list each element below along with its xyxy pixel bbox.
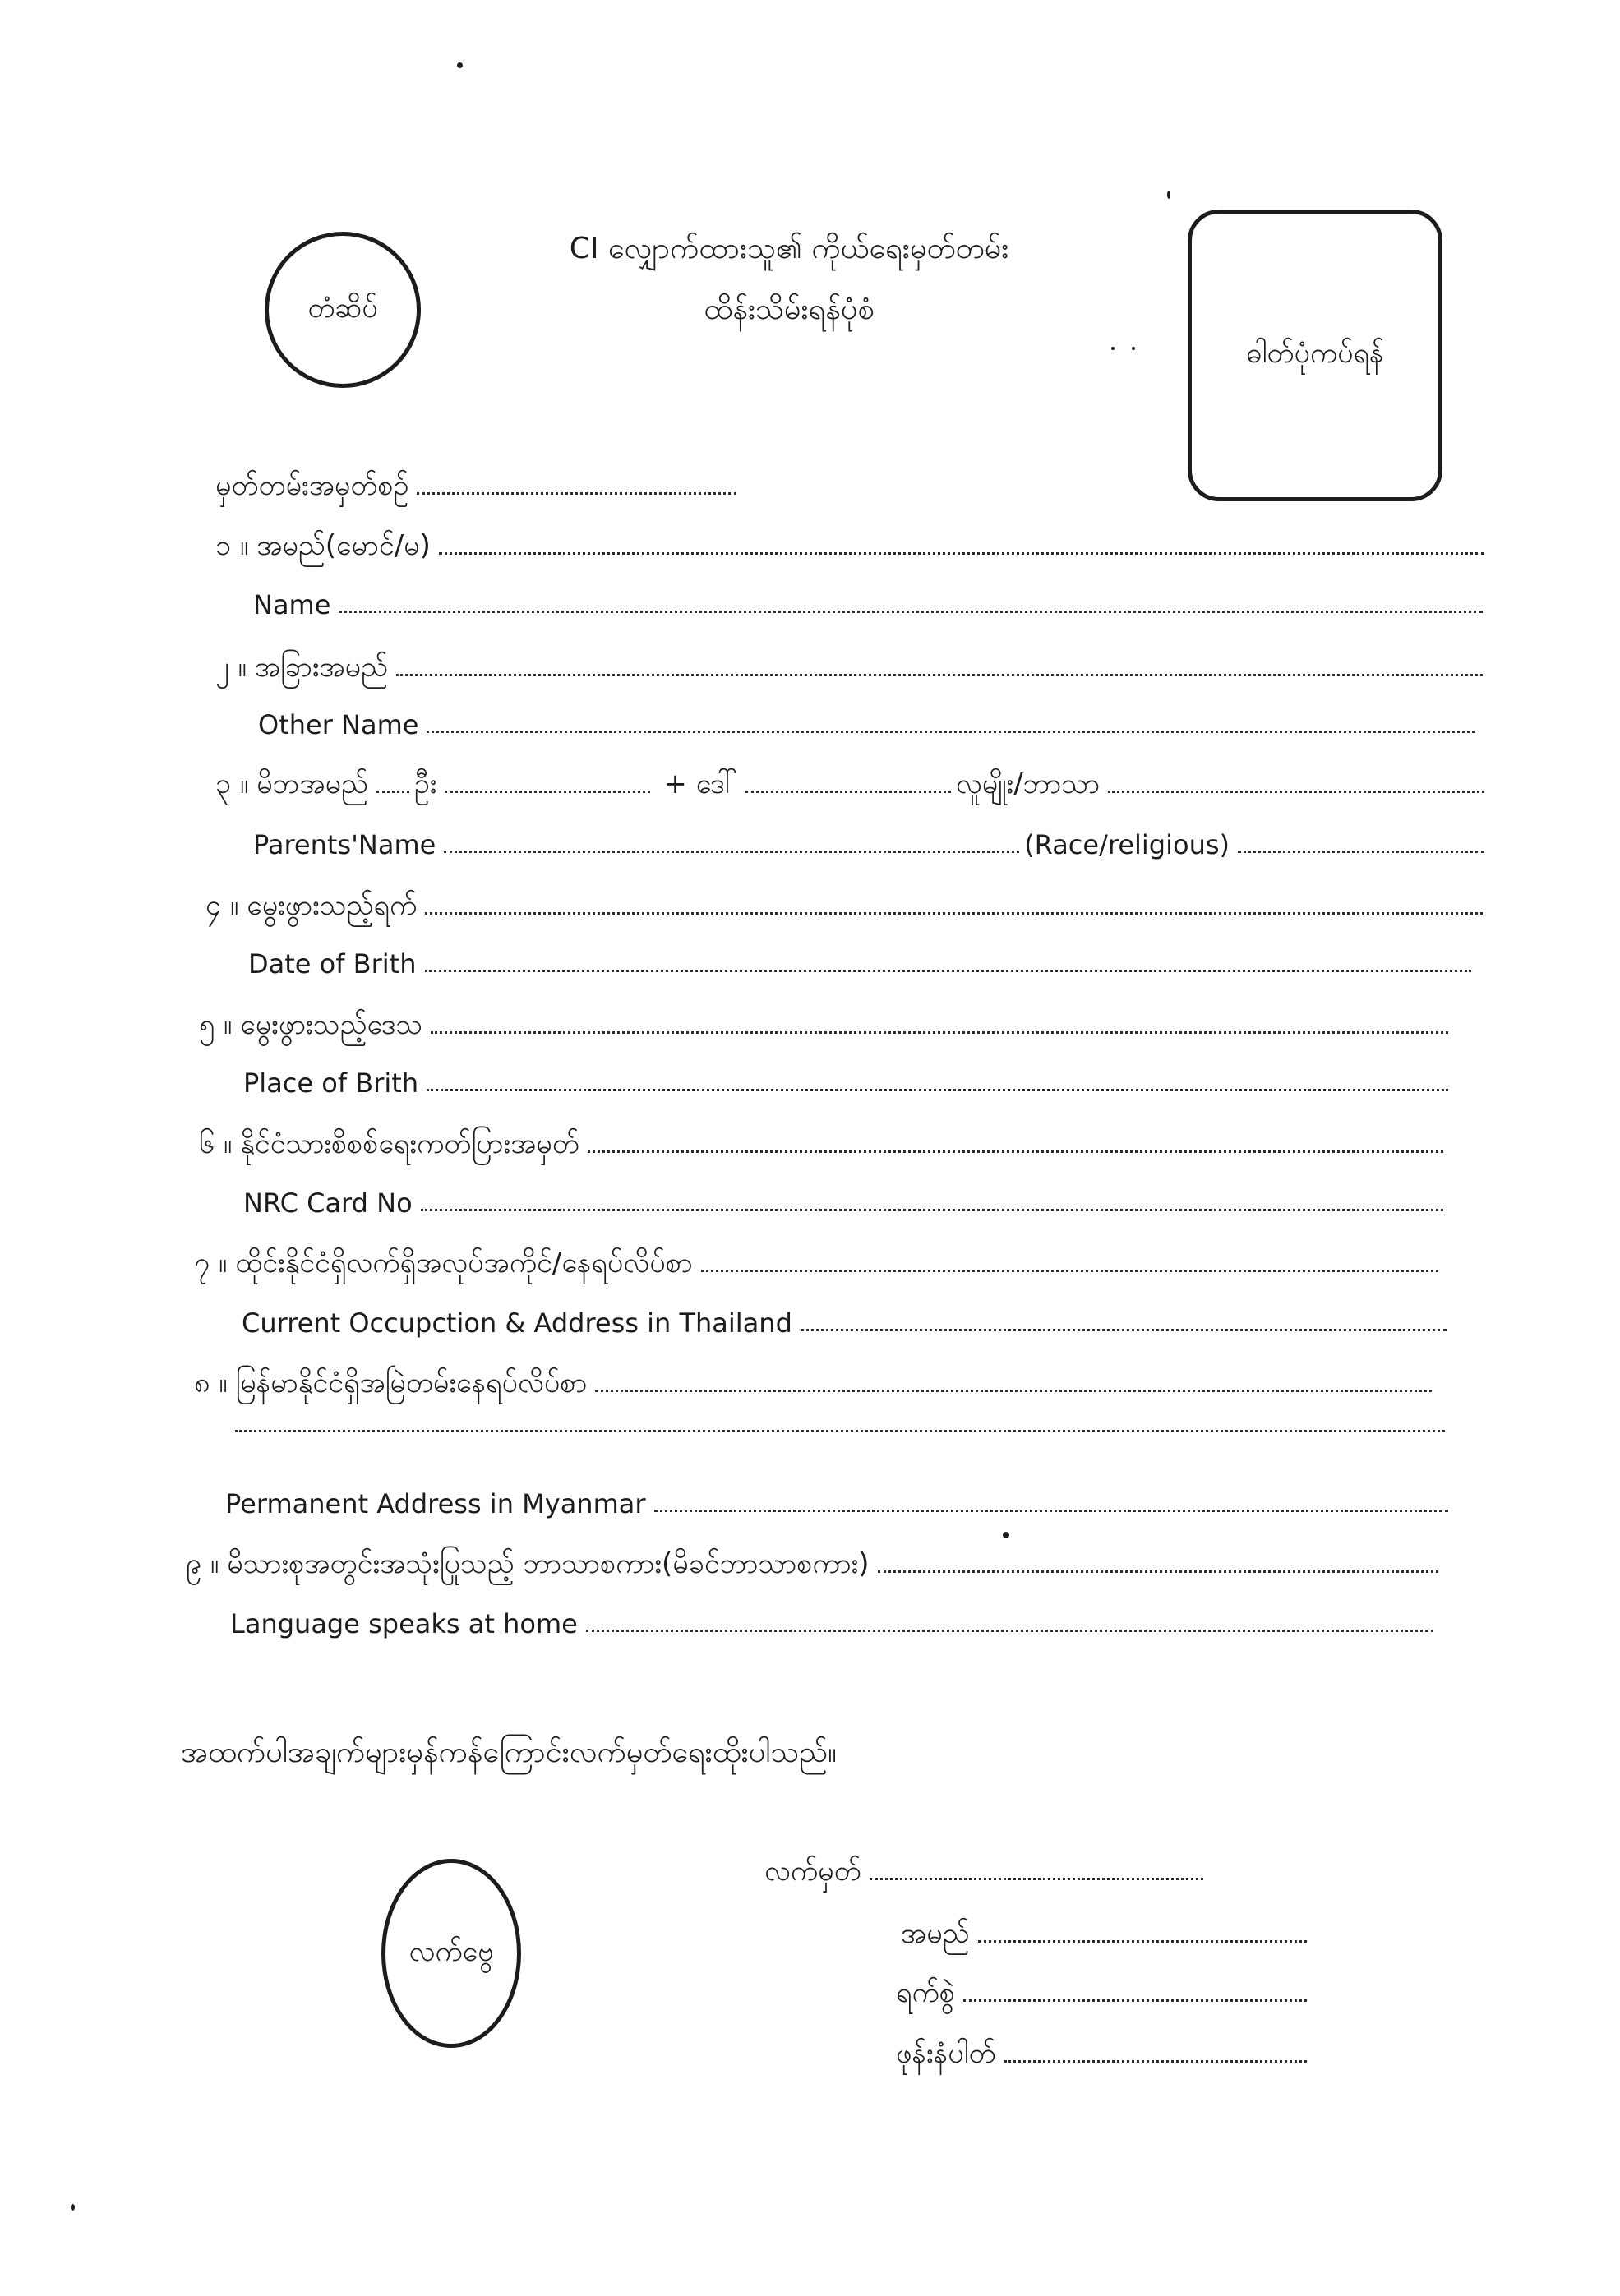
permanent-address-mm-field[interactable] [595, 1390, 1432, 1392]
field-6-number: ၆ ။ [199, 1127, 233, 1160]
phone-field[interactable] [1004, 2060, 1307, 2063]
field-3-en-row [253, 830, 1489, 860]
dob-en-field[interactable] [425, 970, 1472, 972]
pob-en-field[interactable] [427, 1089, 1448, 1091]
field-7-mm-label: ထိုင်းနိုင်ငံရှိလက်ရှိအလုပ်အကိုင်/နေရပ်လိပ်စာ [235, 1247, 693, 1279]
scan-speck [1167, 191, 1170, 199]
field-9-mm-row [186, 1548, 1443, 1580]
scan-speck [71, 2204, 75, 2211]
field-1-mm-label: အမည်(မောင်/မ) [256, 529, 431, 562]
permanent-address-extra-line[interactable] [235, 1430, 1445, 1432]
field-9-number: ၉ ။ [186, 1547, 219, 1580]
field-8-mm-label: မြန်မာနိုင်ငံရှိအမြဲတမ်းနေရပ်လိပ်စာ [235, 1367, 588, 1399]
parents-name-en-field[interactable] [444, 851, 1019, 853]
field-9-mm-label: မိသားစုအတွင်းအသုံးပြုသည့် ဘာသာစကား(မိခင်ဘာသာစကား) [227, 1547, 870, 1580]
occupation-mm-field[interactable] [701, 1270, 1438, 1272]
occupation-en-field[interactable] [801, 1329, 1447, 1331]
other-name-mm-field[interactable] [396, 674, 1483, 676]
signer-name-label: အမည် [901, 1917, 970, 1950]
field-7-en-label: Current Occupction & Address in Thailand [242, 1307, 792, 1339]
mother-prefix: + ဒေါ် [663, 768, 737, 800]
form-title-line1: CI လျှောက်ထားသူ၏ ကိုယ်ရေးမှတ်တမ်း [569, 232, 1009, 265]
race-religion-en-field[interactable] [1238, 851, 1484, 853]
field-1-en-label: Name [253, 589, 331, 620]
field-7-number: ၇ ။ [194, 1247, 228, 1279]
field-4-number: ၄ ။ [205, 889, 239, 922]
dob-mm-field[interactable] [425, 912, 1483, 915]
permanent-address-en-field[interactable] [654, 1510, 1448, 1512]
phone-row [896, 2038, 1312, 2070]
field-7-en-row [242, 1308, 1452, 1339]
field-5-number: ၅ ။ [199, 1008, 233, 1041]
signer-name-field[interactable] [978, 1940, 1307, 1943]
field-6-en-row [243, 1188, 1448, 1219]
scan-speck [1003, 1532, 1009, 1538]
field-9-en-row [230, 1609, 1438, 1639]
scan-speck [457, 62, 463, 68]
father-prefix-dots [376, 791, 409, 793]
nrc-en-field[interactable] [421, 1209, 1443, 1211]
field-4-en-label: Date of Brith [248, 948, 417, 980]
field-2-en-row [258, 710, 1479, 740]
field-5-mm-label: မွေးဖွားသည့်ဒေသ [240, 1008, 423, 1041]
record-number-field[interactable] [417, 492, 736, 495]
field-5-en-label: Place of Brith [243, 1067, 419, 1099]
photo-box [1188, 210, 1442, 501]
field-5-en-row [243, 1068, 1453, 1099]
race-religion-mm-field[interactable] [1108, 791, 1484, 793]
field-3-mm-label: မိဘအမည် [256, 768, 368, 800]
scan-speck [1111, 347, 1115, 350]
signature-label: လက်မှတ် [764, 1855, 861, 1888]
official-seal-circle [265, 232, 421, 388]
record-number-label: မှတ်တမ်းအမှတ်စဉ် [215, 469, 409, 502]
field-2-number: ၂ ။ [215, 651, 247, 684]
field-8-mm-row [194, 1367, 1437, 1399]
father-name-field[interactable] [445, 791, 650, 793]
field-3-en-label: Parents'Name [253, 829, 436, 860]
name-mm-field[interactable] [439, 552, 1484, 555]
field-2-mm-row [215, 652, 1488, 684]
record-number-row [215, 470, 741, 502]
field-9-en-label: Language speaks at home [230, 1608, 578, 1639]
field-1-number: ၁ ။ [215, 529, 249, 562]
date-field[interactable] [963, 1999, 1307, 2002]
field-8-extra-line-row [235, 1430, 1450, 1440]
field-4-mm-label: မွေးဖွားသည့်ရက် [247, 889, 418, 922]
field-3-mm-row [215, 768, 1489, 800]
field-1-en-row [253, 590, 1488, 620]
declaration-text: အထက်ပါအချက်များမှန်ကန်ကြောင်းလက်မှတ်ရေးထိုးပါသည်။ [181, 1736, 837, 1769]
other-name-en-field[interactable] [427, 731, 1475, 733]
seal-label: တံဆိပ် [307, 291, 378, 325]
signature-row [764, 1856, 1208, 1888]
phone-label: ဖုန်းနံပါတ် [896, 2037, 996, 2070]
field-4-en-row [248, 949, 1476, 980]
form-title-line2: ထိန်းသိမ်းရန်ပုံစံ [704, 293, 875, 326]
thumbprint-label: လက်ဗွေ [408, 1934, 494, 1968]
signer-name-row [901, 1918, 1312, 1950]
photo-box-label: ဓါတ်ပုံကပ်ရန် [1246, 337, 1384, 370]
field-2-en-label: Other Name [258, 709, 419, 740]
field-8-en-label: Permanent Address in Myanmar [225, 1488, 646, 1519]
field-6-en-label: NRC Card No [243, 1187, 413, 1219]
home-language-mm-field[interactable] [878, 1570, 1438, 1573]
mother-name-field[interactable] [745, 791, 951, 793]
race-religion-en-label: (Race/religious) [1024, 829, 1230, 860]
nrc-mm-field[interactable] [588, 1150, 1443, 1153]
field-4-mm-row [205, 890, 1488, 922]
field-6-mm-label: နိုင်ငံသားစိစစ်ရေးကတ်ပြားအမှတ် [240, 1127, 579, 1160]
field-8-number: ၈ ။ [194, 1367, 228, 1399]
thumbprint-oval[interactable] [381, 1859, 521, 2048]
father-prefix: ဦး [413, 768, 437, 800]
signature-field[interactable] [870, 1878, 1203, 1880]
field-5-mm-row [199, 1009, 1453, 1041]
field-8-en-row [225, 1489, 1453, 1519]
field-7-mm-row [194, 1247, 1443, 1279]
name-en-field[interactable] [339, 611, 1483, 613]
date-label: ရက်စွဲ [896, 1976, 955, 2009]
field-1-mm-row [215, 530, 1489, 562]
scan-speck [1132, 347, 1135, 350]
field-2-mm-label: အခြားအမည် [254, 651, 388, 684]
field-3-number: ၃ ။ [215, 768, 249, 800]
race-religion-mm-label: လူမျိုး/ဘာသာ [955, 768, 1101, 800]
date-row [896, 1977, 1312, 2009]
field-6-mm-row [199, 1128, 1448, 1160]
pob-mm-field[interactable] [431, 1031, 1448, 1034]
home-language-en-field[interactable] [586, 1630, 1433, 1632]
